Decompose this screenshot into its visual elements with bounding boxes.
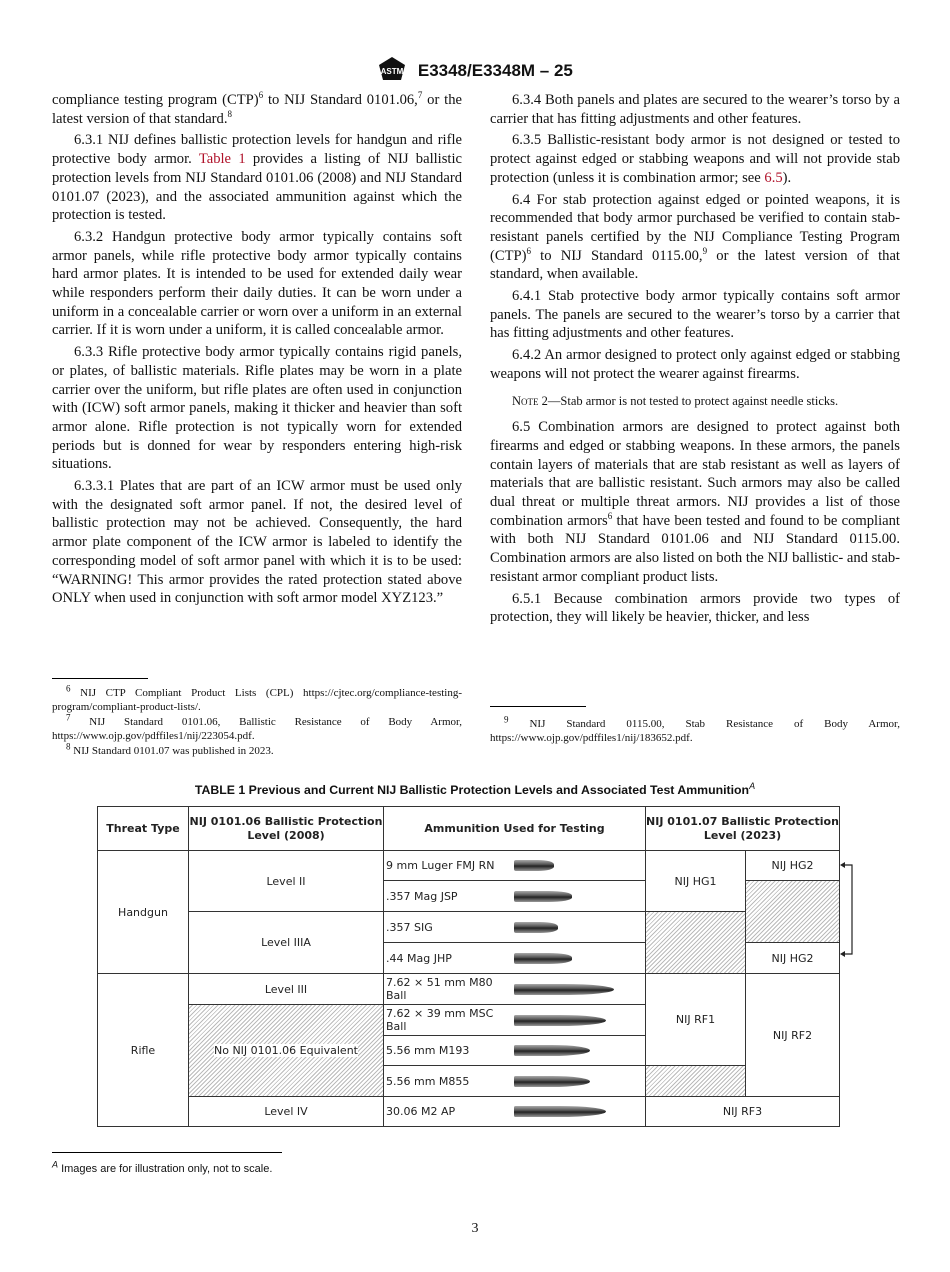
footnote-reference: 6 <box>526 245 531 256</box>
paragraph-text: 6.3.4 Both panels and plates are secured to the wearer’s torso by a carrier that has fitting adjustments and other features. <box>490 92 900 127</box>
paragraph-text: 6.3.1 NIJ defines ballistic protection levels for handgun and rifle protective body armor. <box>52 132 462 168</box>
hatched-cell <box>746 881 839 943</box>
paragraph-text: 6.5.1 Because combination armors provide two types of protection, they will likely be heavier, thicker, and less <box>490 590 900 626</box>
level-2023: NIJ HG2 <box>746 943 839 974</box>
paragraph <box>490 346 900 383</box>
ammunition-cell <box>384 943 646 974</box>
level-2008: Level II <box>189 851 384 912</box>
header-threat-type: Threat Type <box>98 807 189 851</box>
footnote-text: Images are for illustration only, not to scale. <box>58 1163 273 1175</box>
paragraph-text: 6.4.2 An armor designed to protect only against edged or stabbing weapons will not protect the wearer against firearms. <box>490 347 900 382</box>
hatched-cell <box>646 912 746 974</box>
footnotes-right <box>490 714 900 746</box>
ammunition-cell <box>384 1097 646 1126</box>
right-text-column <box>490 91 900 630</box>
header-0101-07: NIJ 0101.07 Ballistic Protection Level (2023) <box>646 807 839 851</box>
footnote-reference: 6 <box>258 90 264 101</box>
bullet-image <box>514 1015 606 1026</box>
footnote-number: 9 <box>504 714 509 725</box>
paragraph-text: 6.4.1 Stab protective body armor typically contains soft armor panels. The panels are secured to the wearer’s torso by a carrier that has fitting adjustments and other features. <box>490 288 900 342</box>
ammunition-label: .357 Mag JSP <box>386 889 458 903</box>
footnote-text: NIJ Standard 0101.07 was published in 2023. <box>70 744 274 757</box>
paragraph-text: 6.3.2 Handgun protective body armor typically contains soft armor panels, while rifle protective body armor typically contains hard armor plates. It is intended to be used for extended daily wear while responders perform their daily duties. It can be worn under a uniform in a concealable carrier or worn over a uniform in an external carrier. If it is worn under a uniform, it is called concealable armor. <box>52 228 462 339</box>
paragraph <box>490 287 900 343</box>
ammunition-label: 30.06 M2 AP <box>386 1105 456 1118</box>
paragraph <box>52 228 462 340</box>
paragraph-text: provides a listing of NIJ ballistic protection levels from NIJ Standard 0101.06 (2008) and NIJ Standard 0101.07 (2023), and the associated ammunition against which the protection is tested. <box>52 151 463 224</box>
ammunition-label: 5.56 mm M855 <box>386 1074 470 1088</box>
document-designation: E3348/E3348M – 25 <box>417 60 573 80</box>
paragraph-text: —Stab armor is not tested to protect against needle sticks. <box>547 393 839 408</box>
footnote-number: 8 <box>66 740 71 751</box>
level-2023: NIJ HG2 <box>746 851 839 881</box>
paragraph-text: 6.4 For stab protection against edged or pointed weapons, it is recommended that body armor purchased be verified to contain stab-resistant panels certified by the NIJ Compliance Testing Program (CTP) <box>490 191 900 264</box>
paragraph-text: or the latest version of that standard, when available. <box>490 247 900 283</box>
paragraph-text: to NIJ Standard 0101.06, <box>263 92 418 108</box>
footnote <box>52 683 462 715</box>
header-0101-06: NIJ 0101.06 Ballistic Protection Level (2008) <box>189 807 384 851</box>
ammunition-label: 7.62 × 39 mm MSC Ball <box>386 1007 494 1033</box>
bullet-image <box>514 984 614 995</box>
page-header <box>0 56 950 87</box>
bullet-image <box>514 1045 590 1056</box>
footnotes-left <box>52 683 462 758</box>
ammunition-cell <box>384 1066 646 1097</box>
paragraph <box>490 191 900 285</box>
threat-rifle: Rifle <box>98 974 189 1126</box>
paragraph-text: 6.3.5 Ballistic-resistant body armor is not designed or tested to protect against edged or stabbing weapons and will not provide stab protection (unless it is combination armor; see <box>490 132 900 186</box>
bullet-image <box>514 1076 590 1087</box>
paragraph-text: or the latest version of that standard. <box>52 92 462 127</box>
level-2008-none <box>189 1005 384 1097</box>
table-caption <box>0 780 950 797</box>
footnote-text: NIJ Standard 0101.06, Ballistic Resistance of Body Armor, https://www.ojp.gov/pdffiles1/nij/223054.pdf. <box>52 715 462 743</box>
level-2023: NIJ RF2 <box>746 974 839 1097</box>
footnote <box>490 714 900 746</box>
footnote-reference: 7 <box>417 90 423 101</box>
hatched-cell <box>646 1066 746 1097</box>
ammunition-cell <box>384 851 646 881</box>
paragraph <box>52 131 462 225</box>
ammunition-cell <box>384 1005 646 1036</box>
footnote <box>52 712 462 744</box>
astm-logo <box>377 56 407 87</box>
ammunition-cell <box>384 974 646 1005</box>
level-2023: NIJ HG1 <box>646 851 746 912</box>
paragraph-text: 6.3.3.1 Plates that are part of an ICW armor must be used only with the designated soft armor panel. If not, the desired level of ballistic protection may not be achieved. Consequently, the hard armor plate component of the ICW armor is labeled to identify the corresponding model of soft armor panel with which it is to be used: “WARNING! This armor provides the rated protection stated above ONLY when used in conjunction with soft armor model XYZ123.” <box>52 478 462 607</box>
ammunition-label: 5.56 mm M193 <box>386 1044 470 1057</box>
equivalence-arrow-icon <box>838 858 858 962</box>
cross-reference-link[interactable]: Table 1 <box>198 151 246 168</box>
cross-reference-link[interactable]: 6.5 <box>764 169 783 186</box>
table-caption-text: TABLE 1 Previous and Current NIJ Ballistic Protection Levels and Associated Test Ammunition <box>194 783 750 797</box>
ammunition-cell <box>384 881 646 912</box>
footnote-rule <box>52 678 148 679</box>
paragraph-text: ). <box>782 169 792 186</box>
footnote <box>52 740 462 758</box>
left-text-column <box>52 91 462 611</box>
bullet-image <box>514 860 554 871</box>
paragraph <box>490 418 900 586</box>
paragraph <box>490 590 900 627</box>
page-number: 3 <box>471 1221 479 1236</box>
footnote-text: NIJ CTP Compliant Product Lists (CPL) https://cjtec.org/compliance-testing-program/compliant-product-lists/. <box>52 687 462 714</box>
threat-handgun: Handgun <box>98 851 189 974</box>
paragraph <box>52 91 462 128</box>
footnote-mark: A <box>52 1159 59 1170</box>
level-2023: NIJ RF3 <box>722 1105 763 1118</box>
footnote-number: 6 <box>66 683 71 694</box>
bullet-image <box>514 1106 606 1117</box>
level-2008: Level IV <box>189 1097 384 1126</box>
bullet-image <box>514 891 572 902</box>
footnote-reference: 6 <box>607 510 613 521</box>
svg-text:ASTM: ASTM <box>380 67 404 76</box>
paragraph <box>52 477 462 608</box>
level-2008: Level III <box>189 974 384 1005</box>
paragraph-text: that have been tested and found to be compliant with both NIJ Standard 0101.06 and NIJ Standard 0115.00. Combination armors are also listed on both the NIJ ballistic- and stab-resistant armor compliant product lists. <box>490 512 900 585</box>
footnote-number: 7 <box>66 712 71 723</box>
paragraph-text: compliance testing program (CTP) <box>52 92 259 108</box>
footnote-text: NIJ Standard 0115.00, Stab Resistance of Body Armor, https://www.ojp.gov/pdffiles1/nij/183652.pdf. <box>490 718 900 745</box>
table-footnote <box>52 1159 273 1175</box>
paragraph <box>52 343 462 474</box>
ammunition-cell <box>384 1036 646 1066</box>
footnote-reference: 8 <box>227 108 232 119</box>
bullet-image <box>514 953 572 964</box>
level-2008: Level IIIA <box>189 912 384 974</box>
paragraph <box>490 91 900 128</box>
ballistic-levels-table <box>97 806 840 1127</box>
footnote-reference: 9 <box>702 245 708 256</box>
ammunition-cell <box>384 912 646 943</box>
paragraph-text: to NIJ Standard 0115.00, <box>530 247 703 264</box>
bullet-image <box>514 922 558 933</box>
note-label: Note 2 <box>512 393 548 408</box>
footnote-rule <box>490 706 586 707</box>
caption-footnote-mark: A <box>749 780 756 791</box>
no-equivalent-label: No NIJ 0101.06 Equivalent <box>214 1044 358 1057</box>
level-2023: NIJ RF1 <box>646 974 746 1066</box>
paragraph-text: 6.5 Combination armors are designed to protect against both firearms and edged or stabbing weapons. In these armors, the panels contain layers of materials that are stab resistant as well as layers of materials that are ballistic resistant. Such armors may also be called dual threat or multiple threat armors. NIJ provides a list of those combination armors <box>490 419 900 529</box>
paragraph-text: 6.3.3 Rifle protective body armor typically contains rigid panels, or plates, of ballistic materials. Rifle plates may be worn in a plate carrier over the uniform, but rifle plates are often used in conjunction with (ICW) soft armor panels, making it thicker and heavier than soft armor alone. Rifle protection is not typically worn for extended periods but is donned for wear by responders entering high-risk situations. <box>52 344 462 473</box>
ammunition-label: .44 Mag JHP <box>386 951 452 965</box>
ammunition-label: 9 mm Luger FMJ RN <box>386 859 495 872</box>
ammunition-label: 7.62 × 51 mm M80 Ball <box>386 976 493 1002</box>
paragraph <box>490 131 900 187</box>
header-ammunition: Ammunition Used for Testing <box>384 807 646 851</box>
footnote-rule <box>52 1152 282 1153</box>
paragraph <box>490 392 900 411</box>
ammunition-label: .357 SIG <box>386 920 433 934</box>
